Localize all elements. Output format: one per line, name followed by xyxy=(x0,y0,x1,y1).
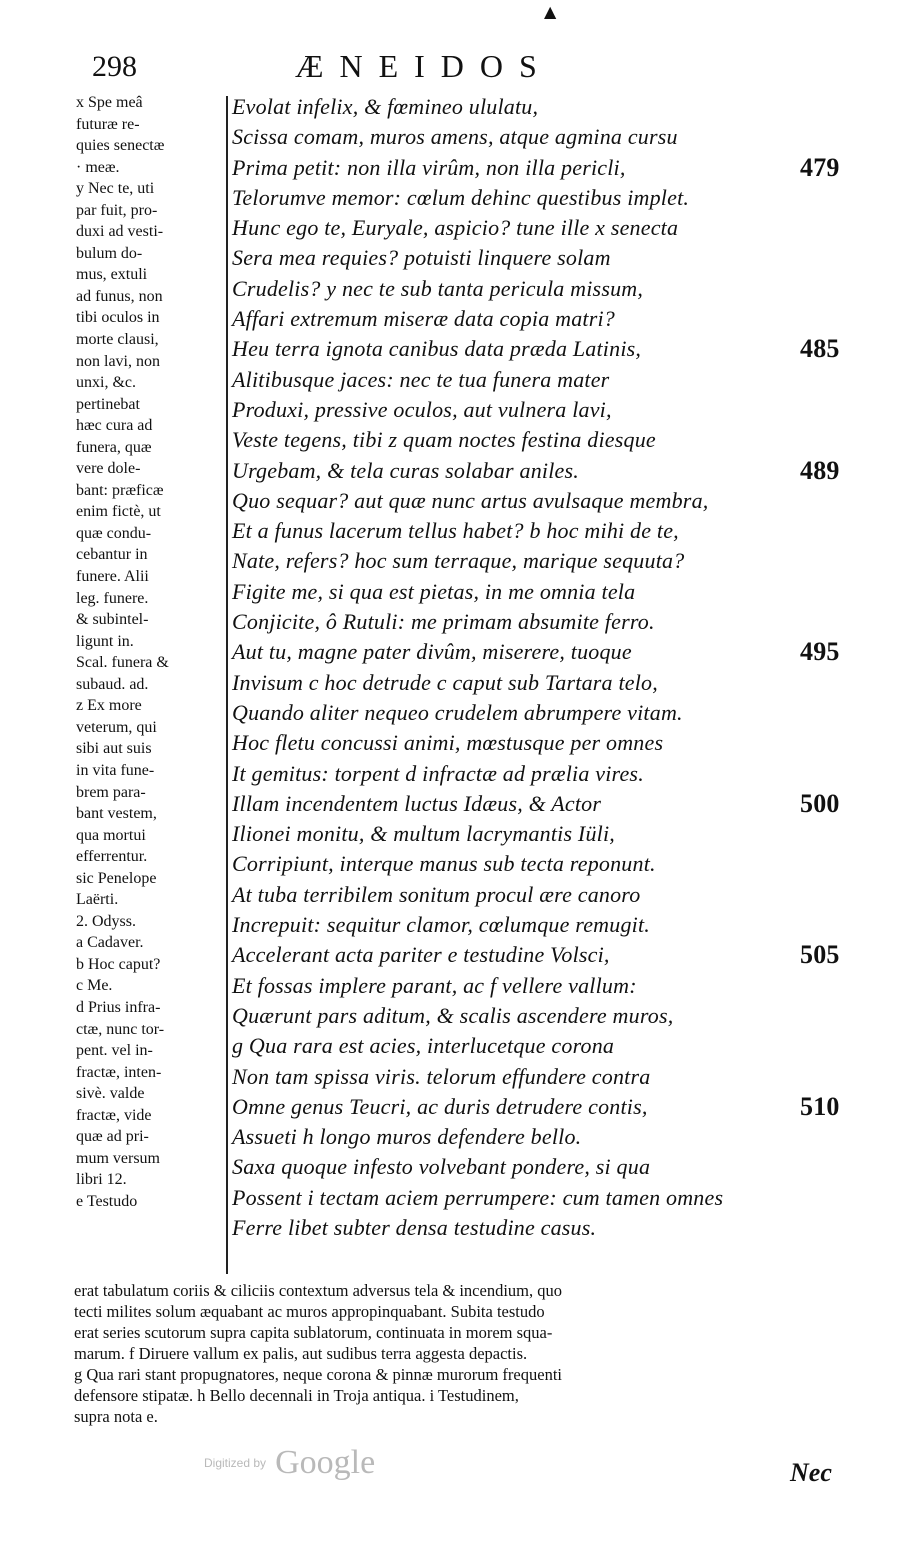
verse-text: Increpuit: sequitur clamor, cœlumque remugit. xyxy=(232,912,650,938)
line-number: 510 xyxy=(800,1091,840,1121)
verse-line xyxy=(232,122,872,152)
gloss-line: subaud. ad. xyxy=(76,675,149,693)
verse-line xyxy=(232,304,872,334)
gloss-line: sibi aut suis xyxy=(76,740,152,758)
running-head: ÆNEIDOS xyxy=(295,48,553,84)
gloss-line: in vita fune- xyxy=(76,761,155,779)
verse-line xyxy=(232,637,872,667)
verse-text: Et fossas implere parant, ac f vellere vallum: xyxy=(232,972,637,998)
verse-line xyxy=(232,334,872,364)
verse-text: Sera mea requies? potuisti linquere solam xyxy=(232,245,611,271)
verse-line xyxy=(232,1213,872,1243)
verse-text: Nate, refers? hoc sum terraque, marique sequuta? xyxy=(232,548,685,574)
footnote-line: defensore stipatæ. h Bello decennali in Troja antiqua. i Testudinem, xyxy=(74,1386,519,1405)
gloss-line: vere dole- xyxy=(76,460,141,478)
gloss-line: qua mortui xyxy=(76,826,146,844)
verse-text: Quærunt pars aditum, & scalis ascendere muros, xyxy=(232,1002,674,1028)
verse-line xyxy=(232,546,872,576)
verse-text: Et a funus lacerum tellus habet? b hoc mihi de te, xyxy=(232,518,679,544)
gloss-line: morte clausi, xyxy=(76,331,159,349)
verse-text: Veste tegens, tibi z quam noctes festina diesque xyxy=(232,427,656,453)
footnote-line: erat tabulatum coriis & ciliciis contextum adversus tela & incendium, quo xyxy=(74,1281,562,1300)
verse-text: Telorumve memor: cœlum dehinc questibus implet. xyxy=(232,184,690,210)
gloss-line: ctæ, nunc tor- xyxy=(76,1020,165,1038)
watermark xyxy=(204,1444,375,1482)
verse-line xyxy=(232,759,872,789)
verse-line xyxy=(232,910,872,940)
verse-line xyxy=(232,1183,872,1213)
verse-text: Evolat infelix, & fœmineo ululatu, xyxy=(232,94,539,119)
line-number: 479 xyxy=(800,152,840,182)
gloss-line: veterum, qui xyxy=(76,718,157,736)
verse-column xyxy=(232,92,872,1243)
footnote-line: marum. f Diruere vallum ex palis, aut sudibus terra aggesta depactis. xyxy=(74,1344,528,1363)
gloss-line: cebantur in xyxy=(76,546,148,564)
verse-text: Aut tu, magne pater divûm, miserere, tuoque xyxy=(232,639,632,665)
verse-text: Alitibusque jaces: nec te tua funera mater xyxy=(232,366,610,392)
verse-line xyxy=(232,1062,872,1092)
verse-line xyxy=(232,395,872,425)
verse-text: Saxa quoque infesto volvebant pondere, si qua xyxy=(232,1154,651,1180)
footnote-line: g Qua rari stant propugnatores, neque corona & pinnæ murorum frequenti xyxy=(74,1365,562,1384)
verse-text: Crudelis? y nec te sub tanta pericula missum, xyxy=(232,275,644,301)
line-number: 505 xyxy=(800,940,840,970)
marginal-gloss xyxy=(76,92,224,1212)
verse-text: Urgebam, & tela curas solabar aniles. xyxy=(232,457,579,483)
verse-text: Ilionei monitu, & multum lacrymantis Iüli, xyxy=(232,821,615,847)
gloss-line: quæ ad pri- xyxy=(76,1128,149,1146)
gloss-line: pertinebat xyxy=(76,395,140,413)
verse-text: Hoc fletu concussi animi, mœstusque per omnes xyxy=(232,730,664,756)
verse-line xyxy=(232,607,872,637)
verse-text: Possent i tectam aciem perrumpere: cum tamen omnes xyxy=(232,1184,724,1210)
verse-text: Produxi, pressive oculos, aut vulnera lavi, xyxy=(232,396,612,422)
gloss-line: ligunt in. xyxy=(76,632,134,650)
gloss-line: funera, quæ xyxy=(76,438,152,456)
verse-line xyxy=(232,728,872,758)
gloss-line: ad funus, non xyxy=(76,287,163,305)
verse-line xyxy=(232,274,872,304)
gloss-line: efferrentur. xyxy=(76,848,148,866)
gloss-line: quæ condu- xyxy=(76,524,152,542)
gloss-line: 2. Odyss. xyxy=(76,912,137,930)
verse-line xyxy=(232,1122,872,1152)
verse-text: g Qua rara est acies, interlucetque corona xyxy=(232,1033,615,1059)
gloss-line: pent. vel in- xyxy=(76,1042,153,1060)
verse-line xyxy=(232,789,872,819)
gloss-line: sic Penelope xyxy=(76,869,157,887)
footnote-line: erat series scutorum supra capita sublatorum, continuata in morem squa- xyxy=(74,1323,553,1342)
verse-text: Omne genus Teucri, ac duris detrudere contis, xyxy=(232,1093,648,1119)
verse-line xyxy=(232,1001,872,1031)
verse-line xyxy=(232,243,872,273)
gloss-line: · meæ. xyxy=(76,158,120,176)
verse-text: Affari extremum miseræ data copia matri? xyxy=(232,306,615,332)
verse-text: Accelerant acta pariter e testudine Volsci, xyxy=(232,942,610,968)
gloss-line: leg. funere. xyxy=(76,589,149,607)
footnote-line: supra nota e. xyxy=(74,1407,158,1426)
verse-line xyxy=(232,365,872,395)
verse-text: Invisum c hoc detrude c caput sub Tartara telo, xyxy=(232,669,658,695)
gloss-line: hæc cura ad xyxy=(76,417,153,435)
verse-line xyxy=(232,819,872,849)
gloss-line: duxi ad vesti- xyxy=(76,223,164,241)
verse-line xyxy=(232,1092,872,1122)
gloss-line: a Cadaver. xyxy=(76,934,144,952)
verse-text: Illam incendentem luctus Idæus, & Actor xyxy=(232,790,602,816)
gloss-line: fractæ, inten- xyxy=(76,1063,162,1081)
verse-line xyxy=(232,183,872,213)
gloss-line: Scal. funera & xyxy=(76,654,169,672)
verse-text: Prima petit: non illa virûm, non illa pericli, xyxy=(232,154,626,180)
gloss-line: fractæ, vide xyxy=(76,1106,152,1124)
verse-line xyxy=(232,698,872,728)
gloss-line: tibi oculos in xyxy=(76,309,160,327)
column-divider xyxy=(226,96,228,1274)
line-number: 495 xyxy=(800,637,840,667)
gloss-line: sivè. valde xyxy=(76,1085,145,1103)
gloss-line: unxi, &c. xyxy=(76,374,136,392)
verse-line xyxy=(232,849,872,879)
catchword: Nec xyxy=(790,1458,832,1487)
verse-text: At tuba terribilem sonitum procul ære canoro xyxy=(232,881,641,907)
verse-text: Non tam spissa viris. telorum effundere contra xyxy=(232,1063,651,1089)
verse-text: Heu terra ignota canibus data præda Latinis, xyxy=(232,336,642,362)
gloss-line: e Testudo xyxy=(76,1192,138,1210)
verse-text: Figite me, si qua est pietas, in me omnia tela xyxy=(232,578,636,604)
gloss-line: bant: præficæ xyxy=(76,481,164,499)
gloss-line: z Ex more xyxy=(76,697,142,715)
verse-line xyxy=(232,971,872,1001)
verse-line xyxy=(232,668,872,698)
verse-line xyxy=(232,940,872,970)
top-mark: ▲ xyxy=(544,2,557,21)
verse-text: It gemitus: torpent d infractæ ad prælia vires. xyxy=(232,760,644,786)
verse-line xyxy=(232,1031,872,1061)
gloss-line: quies senectæ xyxy=(76,137,165,155)
gloss-line: brem para- xyxy=(76,783,146,801)
gloss-line: enim fictè, ut xyxy=(76,503,161,521)
gloss-line: mus, extuli xyxy=(76,266,148,284)
gloss-line: & subintel- xyxy=(76,611,149,629)
gloss-line: d Prius infra- xyxy=(76,998,161,1016)
line-number: 485 xyxy=(800,334,840,364)
gloss-line: libri 12. xyxy=(76,1171,127,1189)
verse-text: Corripiunt, interque manus sub tecta reponunt. xyxy=(232,851,656,877)
gloss-line: bulum do- xyxy=(76,244,143,262)
line-number: 500 xyxy=(800,788,840,818)
google-logo: Google xyxy=(275,1444,376,1481)
verse-line xyxy=(232,516,872,546)
verse-text: Hunc ego te, Euryale, aspicio? tune ille x senecta xyxy=(232,215,679,241)
verse-line xyxy=(232,213,872,243)
watermark-prefix: Digitized by xyxy=(204,1456,267,1470)
gloss-line: par fuit, pro- xyxy=(76,201,158,219)
gloss-line: y Nec te, uti xyxy=(76,180,155,198)
gloss-line: non lavi, non xyxy=(76,352,160,370)
footnotes xyxy=(74,1280,844,1427)
verse-text: Quo sequar? aut quæ nunc artus avulsaque membra, xyxy=(232,487,709,513)
gloss-line: mum versum xyxy=(76,1149,160,1167)
gloss-line: Laërti. xyxy=(76,891,119,909)
verse-text: Scissa comam, muros amens, atque agmina cursu xyxy=(232,124,678,150)
verse-text: Quando aliter nequeo crudelem abrumpere vitam. xyxy=(232,699,683,725)
verse-line xyxy=(232,486,872,516)
line-number: 489 xyxy=(800,455,840,485)
page-number: 298 xyxy=(92,50,137,83)
verse-line xyxy=(232,456,872,486)
gloss-line: b Hoc caput? xyxy=(76,955,161,973)
verse-line xyxy=(232,880,872,910)
gloss-line: x Spe meâ xyxy=(76,94,143,111)
gloss-line: bant vestem, xyxy=(76,805,157,823)
verse-line xyxy=(232,92,872,122)
gloss-line: c Me. xyxy=(76,977,113,995)
verse-line xyxy=(232,425,872,455)
gloss-line: futuræ re- xyxy=(76,115,140,133)
footnote-line: tecti milites solum æquabant ac muros appropinquabant. Subita testudo xyxy=(74,1302,545,1321)
verse-line xyxy=(232,153,872,183)
verse-text: Conjicite, ô Rutuli: me primam absumite ferro. xyxy=(232,609,655,635)
verse-text: Ferre libet subter densa testudine casus. xyxy=(232,1214,597,1240)
verse-text: Assueti h longo muros defendere bello. xyxy=(232,1124,582,1150)
gloss-line: funere. Alii xyxy=(76,568,149,586)
verse-line xyxy=(232,1152,872,1182)
verse-line xyxy=(232,577,872,607)
